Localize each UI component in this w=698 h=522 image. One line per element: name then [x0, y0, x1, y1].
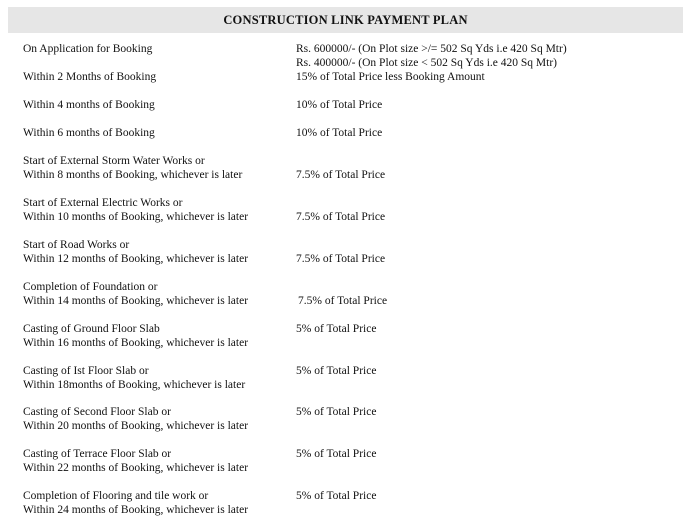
stage-cell: [23, 155, 242, 182]
stage-text: Casting of Terrace Floor Slab or: [23, 448, 172, 460]
stage-text: Within 24 months of Booking, whichever is later: [23, 503, 249, 516]
payment-text: Rs. 400000/- (On Plot size < 502 Sq Yds i.e 420 Sq Mtr): [296, 56, 557, 69]
payment-cell: [296, 406, 376, 420]
payment-text: 15% of Total Price less Booking Amount: [296, 71, 485, 83]
payment-cell: [296, 211, 385, 225]
payment-text: Rs. 600000/- (On Plot size >/= 502 Sq Yds i.e 420 Sq Mtr): [296, 43, 567, 55]
payment-text: 7.5% of Total Price: [296, 253, 386, 265]
stage-cell: [23, 71, 156, 85]
payment-cell: [298, 295, 387, 309]
payment-cell: [296, 99, 382, 113]
stage-cell: [23, 490, 248, 517]
stage-text: Within 2 Months of Booking: [23, 71, 157, 83]
stage-cell: [23, 239, 248, 266]
payment-text: 5% of Total Price: [296, 490, 377, 502]
title-bar: [8, 7, 683, 33]
stage-cell: [23, 323, 248, 350]
payment-cell: [296, 365, 376, 379]
stage-text: Within 4 months of Booking: [23, 99, 155, 111]
stage-text: Completion of Foundation or: [23, 281, 158, 293]
stage-cell: [23, 281, 248, 308]
stage-text: Completion of Flooring and tile work or: [23, 490, 209, 502]
stage-text: Within 10 months of Booking, whichever is later: [23, 210, 249, 223]
payment-cell: [296, 490, 376, 504]
stage-text: Casting of Ist Floor Slab or: [23, 365, 149, 377]
stage-cell: [23, 365, 245, 392]
payment-cell: [296, 71, 485, 85]
payment-text: 5% of Total Price: [296, 448, 377, 460]
stage-text: Start of Road Works or: [23, 239, 130, 251]
stage-text: Within 6 months of Booking: [23, 127, 155, 139]
stage-text: Within 20 months of Booking, whichever is later: [23, 419, 249, 432]
stage-text: Within 16 months of Booking, whichever is later: [23, 336, 249, 349]
stage-cell: [23, 448, 248, 475]
stage-text: Within 12 months of Booking, whichever is later: [23, 252, 249, 265]
stage-text: Within 18months of Booking, whichever is later: [23, 378, 246, 391]
stage-cell: [23, 406, 248, 433]
payment-text: 5% of Total Price: [296, 406, 377, 418]
stage-cell: [23, 43, 152, 57]
stage-text: Within 14 months of Booking, whichever is later: [23, 294, 249, 307]
stage-cell: [23, 197, 248, 224]
stage-text: Within 22 months of Booking, whichever is later: [23, 461, 249, 474]
payment-text: 7.5% of Total Price: [298, 295, 388, 307]
stage-text: Within 8 months of Booking, whichever is later: [23, 168, 243, 181]
page-title: CONSTRUCTION LINK PAYMENT PLAN: [223, 12, 468, 27]
payment-cell: [296, 253, 385, 267]
payment-text: 5% of Total Price: [296, 365, 377, 377]
payment-cell: [296, 323, 376, 337]
payment-text: 5% of Total Price: [296, 323, 377, 335]
payment-text: 7.5% of Total Price: [296, 169, 386, 181]
stage-cell: [23, 127, 155, 141]
stage-text: Casting of Ground Floor Slab: [23, 323, 160, 335]
stage-text: Start of External Electric Works or: [23, 197, 183, 209]
payment-cell: [296, 43, 567, 70]
stage-text: On Application for Booking: [23, 43, 153, 55]
stage-text: Casting of Second Floor Slab or: [23, 406, 171, 418]
payment-cell: [296, 127, 382, 141]
payment-text: 10% of Total Price: [296, 127, 383, 139]
payment-cell: [296, 169, 385, 183]
stage-text: Start of External Storm Water Works or: [23, 155, 205, 167]
payment-text: 10% of Total Price: [296, 99, 383, 111]
stage-cell: [23, 99, 155, 113]
payment-cell: [296, 448, 376, 462]
payment-text: 7.5% of Total Price: [296, 211, 386, 223]
